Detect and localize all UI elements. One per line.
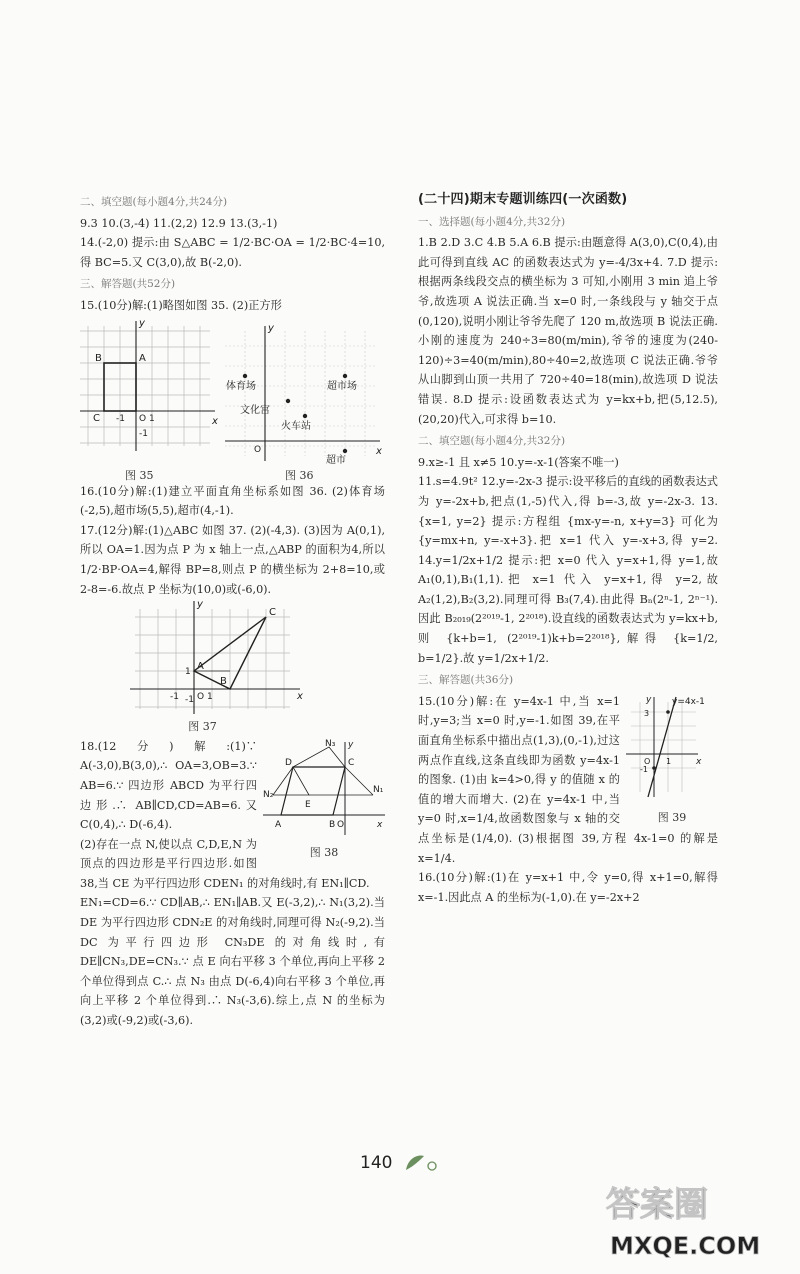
answer-18-part3: EN₁=CD=6.∵ CD∥AB,∴ EN₁∥AB.又 E(-3,2),∴ N₁(3,2).当 DE 为平行四边形 CDN₂E 的对角线时,同理可得 N₂(-9,2).当 DC 为平行四边形 CN₃DE 的对角线时,有 DE∥CN₃,DE=CN₃.∵ 点 E 向右平移 3 个单位,再向上平移 2 个单位得到点 C.∴ 点 N₃ 由点 D(-6,4)向右平移 3 个单位,再向上平移 2 个单位得到.∴ N₃(-3,6).综上,点 N 的坐标为(3,2)或(-9,2)或(-3,6). [80,896,385,1028]
answer-18-part2: (2)存在一点 N,使以点 C,D,E,N 为顶点的四边形是平行四边形.如图 38,当 CE 为平行四边形 CDEN₁ 的对角线时,有 EN₁∥CD. [80,837,370,890]
svg-text:O 1: O 1 [197,692,213,703]
svg-text:O 1: O 1 [139,413,155,424]
section-solutions: 三、解答题(共52分) [80,278,176,291]
figure-37-graphic [130,599,320,717]
svg-text:O: O [337,819,345,830]
answer-14: 14.(-2,0) 提示:由 S△ABC = 1/2·BC·OA = 1/2·BC·4=10,得 BC=5.又 C(3,0),故 B(-2,0). [80,236,385,269]
leaf-logo-icon [400,1150,440,1176]
answer-1-8: 1.B 2.D 3.C 4.B 5.A 6.B 提示:由题意得 A(3,0),C(0,4),由此可得到直线 AC 的函数表达式为 y=-4/3x+4. 7.D 提示:根据两条线段交点的横坐标为 3 可知,小刚用 3 min 追上爷爷,故选项 A 说法正确.当 x=0 时,一条线段与 y 轴交于点(0,120),说明小刚让爷爷先爬了 120 m,故选项 B 说法正确.小刚的速度为 240÷3=80(m/min),爷爷的速度为(240-120)÷3=40(m/min),80÷40=2,故选项 C 说法正确.爷爷从山脚到山顶一共用了 720÷40=18(min),故选项 D 说法错误. 8.D 提示:设函数表达式为 y=kx+b,把(5,12.5),(20,20)代入,可求得 b=10. [418,236,718,426]
answer-16-right: 16.(10分)解:(1)在 y=x+1 中,令 y=0,得 x+1=0,解得 x=-1.因此点 A 的坐标为(-1,0).在 y=-2x+2 [418,871,718,904]
answer-15-text: 15.(10分)解:在 y=4x-1 中,当 x=1 时,y=3;当 x=0 时,y=-1.如图 39,在平面直角坐标系中描出点(1,3),(0,-1),过这两点作直线,这条直线即为函数 y=4x-1 的图象. (1)由 k=4>0,得 y 的值随 x 的值的增大而增大. (2)在 y=4x-1 中,当 y=0 时,x=1/4,故函数图象与 x 轴的交点坐标是(1/4,0). (3)根据图 39,方程 4x-1=0 的解是 x=1/4. [418,694,718,865]
svg-text:y: y [197,599,203,611]
figure-39 [626,692,718,828]
label-stadium: 体育场 [226,380,256,392]
page-number: 140 [360,1153,393,1173]
figure-39-line-label: y=4x-1 [672,696,705,707]
label-culture-palace: 文化宫 [240,404,270,416]
figure-35-grid [80,326,210,446]
answer-15-right [418,692,718,868]
watermark-text-cn: 答案圈 [606,1185,708,1225]
svg-text:x: x [696,756,702,767]
svg-text:C: C [348,757,355,768]
svg-text:-1: -1 [640,764,648,774]
figure-35-caption: 图 35 [125,468,154,482]
svg-text:3: 3 [644,708,650,718]
svg-text:N₂: N₂ [263,789,274,800]
section-title: (二十四)期末专题训练四(一次函数) [418,192,628,207]
svg-text:O: O [254,444,262,455]
svg-text:y: y [348,739,354,750]
answer-9-10: 9.x≥-1 且 x≠5 10.y=-x-1(答案不唯一) [418,455,619,469]
right-column [418,190,718,907]
figure-37 [130,599,385,717]
label-market: 超市场 [327,380,357,392]
answer-9-13: 9.3 10.(3,-4) 11.(2,2) 12.9 13.(3,-1) [80,216,278,230]
watermark [600,1170,785,1270]
left-column [80,190,385,1031]
svg-text:1: 1 [666,756,672,766]
answer-17: 17.(12分)解:(1)△ABC 如图 37. (2)(-4,3). (3)因为 A(0,1),所以 OA=1.因为点 P 为 x 轴上一点,△ABP 的面积为4,所以 1/2·BP·OA=4,解得 BP=8,则点 P 的横坐标为 2+8=10,或 2-8=-6.故点 P 坐标为(10,0)或(-6,0). [80,523,385,596]
svg-text:A: A [197,661,204,673]
section-fill-blank-right: 二、填空题(每小题4分,共32分) [418,435,566,448]
svg-text:N₁: N₁ [373,784,384,795]
section-choice: 一、选择题(每小题4分,共32分) [418,215,566,228]
figure-37-caption: 图 37 [188,720,217,734]
figure-36-caption: 图 36 [285,468,314,482]
label-train-station: 火车站 [281,420,311,432]
figure-38-graphic [263,737,385,837]
svg-text:C: C [93,412,100,424]
svg-text:-1: -1 [116,413,125,424]
svg-text:x: x [376,445,382,457]
answer-18-part1: 18.(12分)解:(1)∵ A(-3,0),B(3,0),∴ OA=3,OB=3.∵ AB=6.∵ 四边形 ABCD 为平行四边形.∴ AB∥CD,CD=AB=6.又 C(0,4),∴ D(-6,4). [80,739,257,832]
section-fill-blank: 二、填空题(每小题4分,共24分) [80,196,228,208]
svg-text:-1: -1 [170,692,179,703]
figure-38-caption: 图 38 [309,846,339,860]
svg-text:x: x [297,691,303,703]
svg-text:B: B [329,819,336,830]
svg-text:N₃: N₃ [325,738,336,749]
svg-text:1: 1 [185,667,191,678]
watermark-graphic [600,1170,785,1266]
svg-text:B: B [220,676,227,688]
section-solutions-right: 三、解答题(共36分) [418,674,514,687]
svg-text:A: A [275,819,282,830]
watermark-text-url: MXQE.COM [610,1232,761,1260]
answer-18 [80,737,385,1031]
figure-38 [263,737,385,863]
figure-35-36-graphic [80,316,385,466]
svg-text:x: x [377,819,383,830]
svg-text:-1: -1 [139,428,148,439]
svg-text:x: x [212,415,218,427]
svg-text:-1: -1 [185,695,194,706]
svg-text:y: y [268,322,274,334]
answer-16: 16.(10分)解:(1)建立平面直角坐标系如图 36. (2)体育场(-2,5),超市场(5,5),超市(4,-1). [80,484,385,518]
svg-text:C: C [269,607,276,619]
svg-text:y: y [646,694,652,705]
svg-text:O: O [644,756,651,766]
svg-text:y: y [139,317,145,329]
answer-15: 15.(10分)解:(1)略图如图 35. (2)正方形 [80,298,282,312]
svg-text:A: A [139,352,146,364]
svg-text:B: B [95,352,102,364]
answer-11-14: 11.s=4.9t² 12.y=-2x-3 提示:设平移后的直线的函数表达式为 y=-2x+b,把点(1,-5)代入,得 b=-3,故 y=-2x-3. 13.{x=1, y=2} 提示:方程组 {mx-y=-n, x+y=3} 可化为 {y=mx+n, y=-x+3}.把 x=1 代入 y=-x+3,得 y=2. 14.y=1/2x+1/2 提示:把 x=0 代入 y=x+1,得 y=1,故 A₁(0,1),B₁(1,1).把 x=1 代入 y=x+1,得 y=2,故 A₂(1,2),B₂(3,2).同理可得 B₃(7,4).由此得 Bₙ(2ⁿ-1, 2ⁿ⁻¹).因此 B₂₀₁₉(2²⁰¹⁹-1, 2²⁰¹⁸).设直线的函数表达式为 y=kx+b,则 {k+b=1, (2²⁰¹⁹-1)k+b=2²⁰¹⁸},解得 {k=1/2, b=1/2}.故 y=1/2x+1/2. [418,475,718,665]
svg-text:D: D [285,757,292,768]
figures-35-36 [80,316,385,466]
figure-39-caption: 图 39 [657,811,687,825]
figure-39-graphic [626,692,718,802]
figure-36-grid [225,331,375,456]
label-supermarket: 超市 [326,454,346,466]
svg-text:E: E [305,799,311,810]
